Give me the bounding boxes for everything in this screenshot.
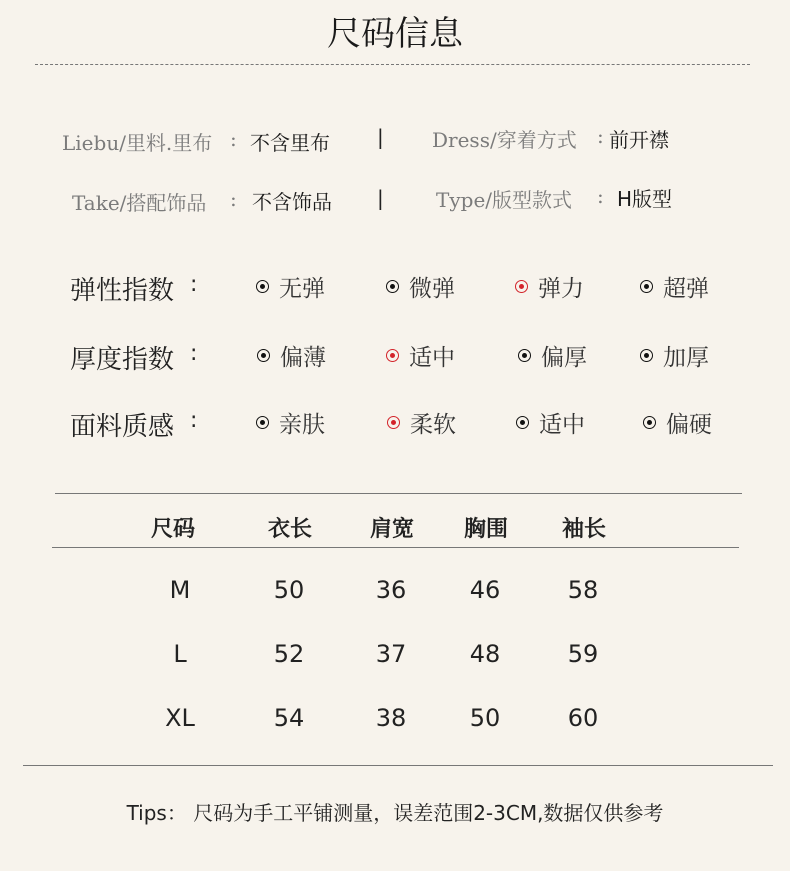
table-header-size: 尺码 <box>150 517 195 542</box>
attr-value-type: H版型 <box>617 187 673 211</box>
radio-selected-icon <box>386 349 399 362</box>
table-top-rule <box>55 493 742 494</box>
attr-value-take: 不含饰品 <box>252 190 332 214</box>
table-cell: 38 <box>375 704 407 732</box>
index-colon: : <box>190 408 198 433</box>
radio-icon <box>256 280 269 293</box>
attr-sep-type: : <box>597 184 604 208</box>
table-header-rule <box>52 547 739 548</box>
option-slight-stretch[interactable]: 微弹 <box>386 270 455 303</box>
table-cell: 37 <box>375 640 407 668</box>
radio-icon <box>257 349 270 362</box>
option-no-stretch[interactable]: 无弹 <box>256 270 325 303</box>
table-cell-size: M <box>169 576 191 604</box>
table-cell-size: XL <box>165 704 195 732</box>
table-cell: 36 <box>375 576 407 604</box>
index-label-elasticity: 弹性指数 <box>70 276 175 306</box>
title-divider <box>35 64 750 65</box>
table-header-sleeve: 袖长 <box>561 517 606 542</box>
option-thin[interactable]: 偏薄 <box>257 339 326 372</box>
table-cell: 52 <box>273 640 305 668</box>
attr-label-lining: Liebu/里料.里布 <box>62 131 213 155</box>
index-colon: : <box>190 341 198 366</box>
attr-divider: | <box>377 125 384 149</box>
attr-value-lining: 不含里布 <box>250 131 330 155</box>
attr-sep-lining: : <box>230 127 237 151</box>
attr-value-dress: 前开襟 <box>609 128 669 152</box>
radio-selected-icon <box>387 416 400 429</box>
table-cell: 50 <box>273 576 305 604</box>
radio-icon <box>640 349 653 362</box>
option-moderate[interactable]: 适中 <box>516 406 585 439</box>
option-stiff[interactable]: 偏硬 <box>643 406 712 439</box>
attr-divider: | <box>377 186 384 210</box>
table-cell: 48 <box>469 640 501 668</box>
option-medium[interactable]: 适中 <box>386 339 455 372</box>
table-cell: 59 <box>567 640 599 668</box>
option-thick[interactable]: 偏厚 <box>518 339 587 372</box>
radio-selected-icon <box>515 280 528 293</box>
option-skin-friendly[interactable]: 亲肤 <box>256 406 325 439</box>
attr-sep-dress: : <box>597 124 604 148</box>
table-cell-size: L <box>173 640 187 668</box>
radio-icon <box>640 280 653 293</box>
option-super-stretch[interactable]: 超弹 <box>640 270 709 303</box>
radio-icon <box>256 416 269 429</box>
page-title: 尺码信息 <box>327 14 463 54</box>
radio-icon <box>643 416 656 429</box>
option-stretch[interactable]: 弹力 <box>515 270 584 303</box>
table-cell: 58 <box>567 576 599 604</box>
radio-icon <box>386 280 399 293</box>
attr-label-take: Take/搭配饰品 <box>72 191 207 215</box>
table-header-shoulder: 肩宽 <box>369 517 414 542</box>
index-colon: : <box>190 272 198 297</box>
tips-note: Tips： 尺码为手工平铺测量，误差范围2-3CM,数据仅供参考 <box>126 801 664 825</box>
index-label-texture: 面料质感 <box>70 412 175 442</box>
radio-icon <box>518 349 531 362</box>
option-soft[interactable]: 柔软 <box>387 406 456 439</box>
table-header-chest: 胸围 <box>463 517 508 542</box>
option-extra-thick[interactable]: 加厚 <box>640 339 709 372</box>
radio-icon <box>516 416 529 429</box>
attr-label-dress: Dress/穿着方式 <box>432 128 577 152</box>
table-header-length: 衣长 <box>267 517 312 542</box>
table-cell: 50 <box>469 704 501 732</box>
table-cell: 60 <box>567 704 599 732</box>
index-label-thickness: 厚度指数 <box>70 345 175 375</box>
attr-label-type: Type/版型款式 <box>436 188 573 212</box>
table-bottom-rule <box>23 765 773 766</box>
attr-sep-take: : <box>230 187 237 211</box>
table-cell: 46 <box>469 576 501 604</box>
table-cell: 54 <box>273 704 305 732</box>
